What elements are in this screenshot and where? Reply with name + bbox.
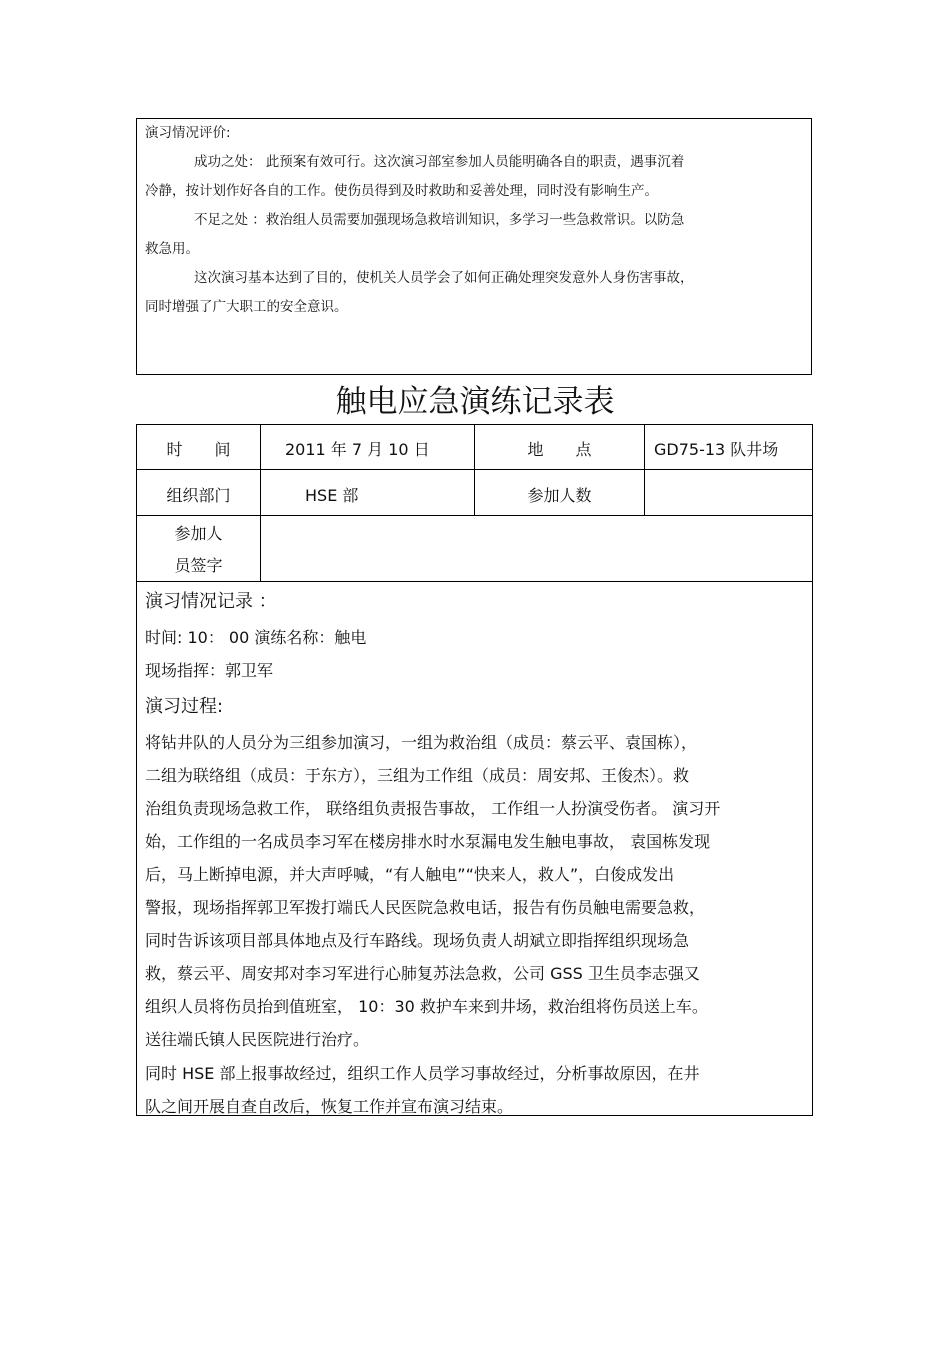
record-commander-line: 现场指挥：郭卫军	[145, 661, 274, 680]
record-heading: 演习情况记录 ：	[145, 591, 277, 612]
process-line: 救，蔡云平、周安邦对李习军进行心肺复苏法急救，公司 GSS 卫生员李志强又	[145, 964, 700, 983]
process-line: 治组负责现场急救工作， 联络组负责报告事故， 工作组一人扮演受伤者。 演习开	[145, 799, 721, 818]
page-title: 触电应急演练记录表	[335, 384, 615, 420]
evaluation-line: 这次演习基本达到了目的，使机关人员学会了如何正确处理突发意外人身伤害事故，	[194, 270, 694, 286]
process-line: 后，马上断掉电源，并大声呼喊，“有人触电”“快来人，救人”，白俊成发出	[145, 865, 675, 884]
process-line: 同时 HSE 部上报事故经过，组织工作人员学习事故经过，分析事故原因，在井	[145, 1064, 700, 1083]
evaluation-line: 不足之处 ：救治组人员需要加强现场急救培训知识，多学习一些急救常识。以防急	[194, 212, 685, 228]
evaluation-line: 同时增强了广大职工的安全意识。	[145, 299, 348, 315]
location-value: GD75-13 队井场	[654, 440, 779, 459]
evaluation-heading: 演习情况评价:	[145, 125, 231, 141]
signature-label-line1: 参加人	[174, 524, 223, 543]
evaluation-box	[136, 118, 812, 375]
org-value: HSE 部	[305, 486, 359, 505]
org-label: 组织部门	[166, 486, 231, 505]
row-divider	[137, 581, 812, 582]
row-divider	[137, 515, 812, 516]
participant-count-label: 参加人数	[527, 486, 592, 505]
record-time-line: 时间: 10： 00 演练名称：触电	[145, 628, 367, 647]
process-line: 同时告诉该项目部具体地点及行车路线。现场负责人胡斌立即指挥组织现场急	[145, 931, 690, 950]
process-line: 二组为联络组（成员：于东方），三组为工作组（成员：周安邦、王俊杰）。救	[145, 766, 690, 785]
process-line: 送往端氏镇人民医院进行治疗。	[145, 1030, 370, 1049]
evaluation-line: 冷静，按计划作好各自的工作。使伤员得到及时救助和妥善处理，同时没有影响生产。	[145, 183, 658, 199]
column-divider	[644, 425, 645, 515]
process-line: 将钻井队的人员分为三组参加演习，一组为救治组（成员：蔡云平、袁国栋），	[145, 733, 698, 752]
location-label: 地 点	[527, 440, 592, 459]
process-line: 始，工作组的一名成员李习军在楼房排水时水泵漏电发生触电事故， 袁国栋发现	[145, 832, 711, 851]
time-value: 2011 年 7 月 10 日	[285, 440, 430, 459]
process-line: 警报，现场指挥郭卫军拨打端氏人民医院急救电话，报告有伤员触电需要急救，	[145, 898, 706, 917]
evaluation-line: 救急用。	[145, 241, 199, 257]
time-label: 时 间	[166, 440, 231, 459]
column-divider	[260, 425, 261, 581]
signature-label-line2: 员签字	[174, 556, 223, 575]
process-line: 队之间开展自查自改后，恢复工作并宣布演习结束。	[145, 1097, 514, 1116]
drill-record-table	[136, 424, 813, 1116]
process-heading: 演习过程:	[145, 696, 224, 717]
process-line: 组织人员将伤员抬到值班室， 10：30 救护车来到井场，救治组将伤员送上车。	[145, 997, 708, 1016]
evaluation-line: 成功之处： 此预案有效可行。这次演习部室参加人员能明确各自的职责，遇事沉着	[194, 154, 685, 170]
